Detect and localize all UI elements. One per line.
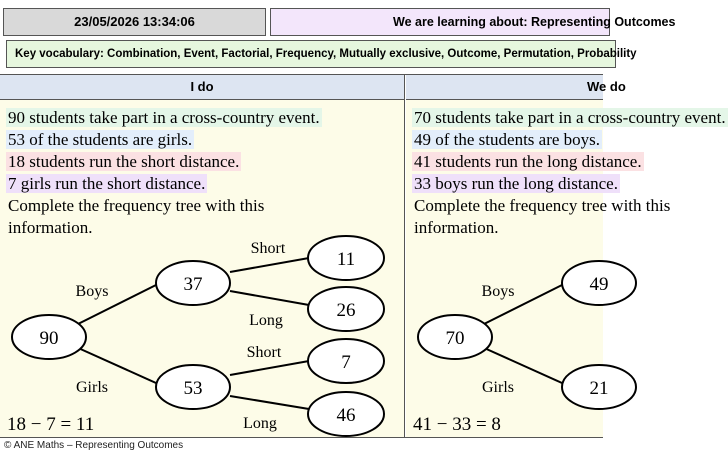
objective-banner <box>270 8 676 36</box>
i-do-column <box>0 75 405 437</box>
we-do-heading: We do <box>406 75 603 100</box>
question-line: 41 students run the long distance. <box>414 152 642 171</box>
i-do-heading: I do <box>0 75 404 100</box>
footer-credit: © ANE Maths – Representing Outcomes <box>4 440 184 451</box>
branch-label: Long <box>249 312 283 329</box>
question-line: Complete the frequency tree with this <box>8 196 265 215</box>
question-line: Complete the frequency tree with this <box>414 196 671 215</box>
tree-value: 90 <box>39 328 59 349</box>
question-line: information. <box>414 218 499 237</box>
i-do-frequency-tree <box>0 75 405 437</box>
branch-label: Short <box>250 240 286 257</box>
branch-label: Short <box>246 344 282 361</box>
question-line: 18 students run the short distance. <box>8 152 240 171</box>
worked-examples-area <box>0 74 726 438</box>
tree-value: 7 <box>341 352 351 373</box>
question-line: 33 boys run the long distance. <box>414 174 618 193</box>
question-line: 7 girls run the short distance. <box>8 174 206 193</box>
branch-label: Boys <box>75 283 109 300</box>
i-do-working: 18 − 7 = 11 <box>7 414 95 435</box>
question-line: 70 students take part in a cross-country event. <box>414 108 726 127</box>
tree-value: 26 <box>336 300 356 321</box>
objective-text: We are learning about: Representing Outcomes <box>393 15 676 29</box>
tree-value: 49 <box>589 274 609 295</box>
datetime-banner <box>3 8 266 36</box>
vocabulary-text: Key vocabulary: Combination, Event, Factorial, Frequency, Mutually exclusive, Outcome, Permutation, Probability <box>15 48 637 60</box>
question-line: information. <box>8 218 93 237</box>
tree-value: 53 <box>183 378 203 399</box>
question-line: 49 of the students are boys. <box>414 130 601 149</box>
we-do-column <box>406 75 726 437</box>
tree-value: 21 <box>589 378 609 399</box>
tree-value: 70 <box>445 328 465 349</box>
tree-value: 37 <box>183 274 203 295</box>
datetime-text: 23/05/2026 13:34:06 <box>74 14 195 29</box>
question-line: 53 of the students are girls. <box>8 130 193 149</box>
vocabulary-banner <box>6 40 637 68</box>
branch-label: Girls <box>482 379 514 396</box>
tree-value: 46 <box>336 405 356 426</box>
tree-value: 11 <box>336 249 356 270</box>
branch-label: Girls <box>76 379 108 396</box>
we-do-working: 41 − 33 = 8 <box>413 414 501 435</box>
branch-label: Boys <box>481 283 515 300</box>
branch-label: Long <box>243 415 277 432</box>
question-line: 90 students take part in a cross-country event. <box>8 108 320 127</box>
